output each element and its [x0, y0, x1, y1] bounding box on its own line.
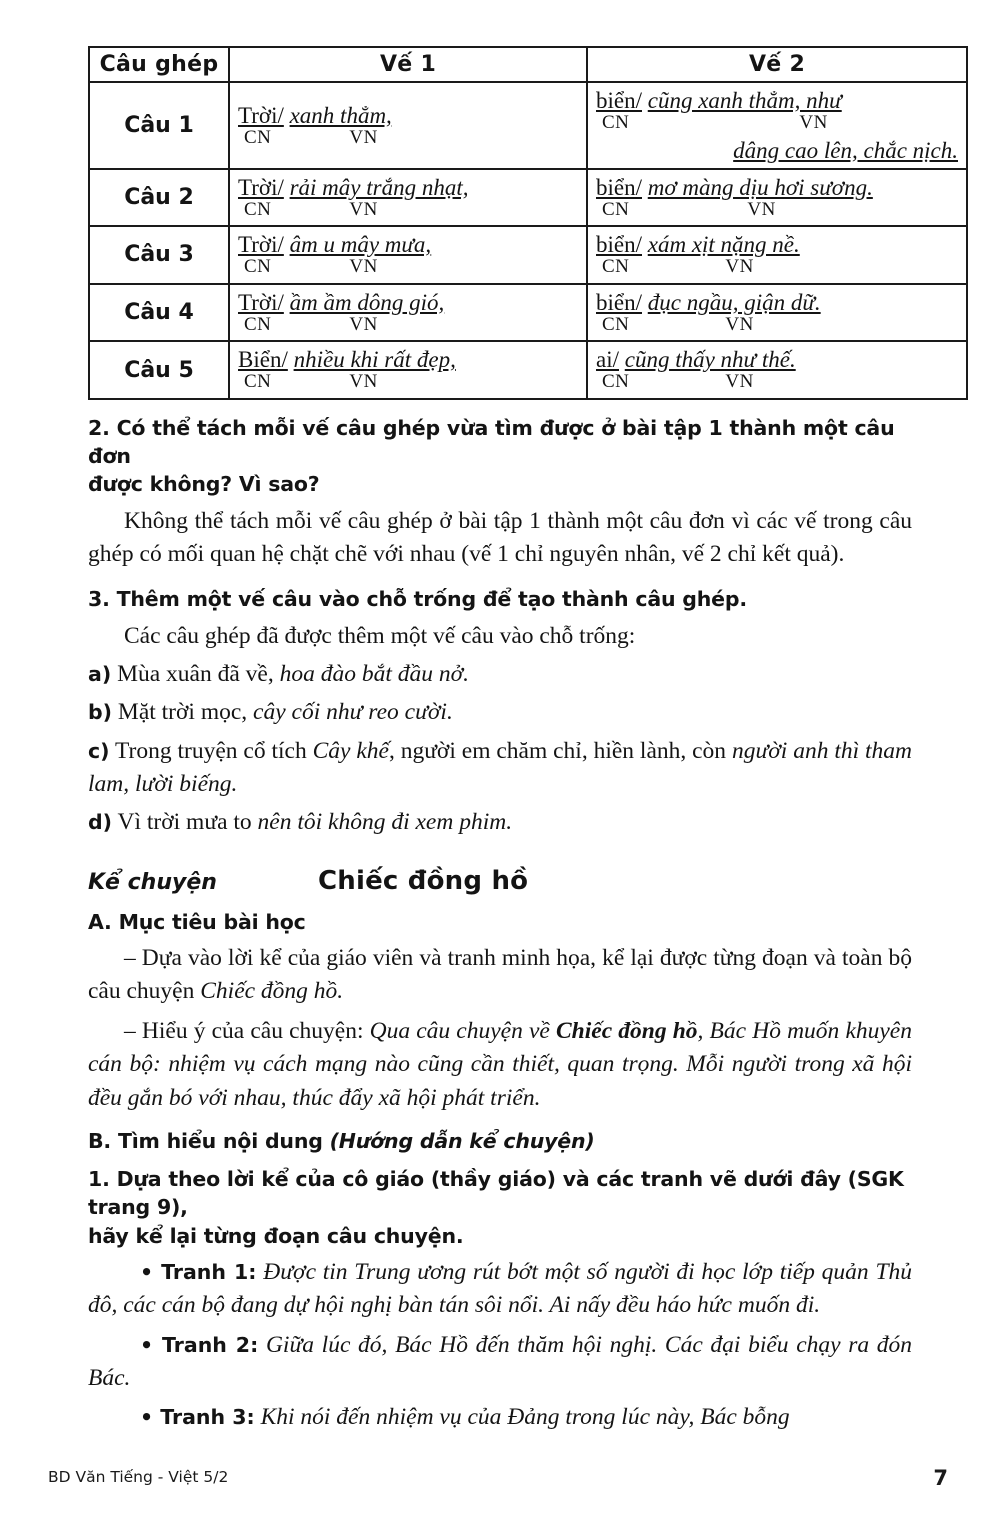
tag-cn: CN	[602, 198, 630, 220]
row-ve1	[229, 82, 587, 169]
table-header-ve-1: Vế 1	[229, 47, 587, 82]
item-italic: nên tôi không đi xem phim.	[257, 809, 513, 836]
tag-cn: CN	[244, 126, 272, 148]
subject-text: Trời/	[238, 232, 284, 258]
tag-cn: CN	[602, 371, 630, 393]
tag-cn: CN	[244, 313, 272, 335]
predicate-continuation: dâng cao lên, chắc nịch.	[733, 137, 958, 163]
question-3: 3. Thêm một vế câu vào chỗ trống để tạo thành câu ghép.	[88, 587, 747, 612]
item-label: c)	[88, 738, 110, 763]
subject-text: biển/	[596, 232, 642, 258]
item-plain-2: , người em chăm chỉ, hiền lành, còn	[388, 737, 727, 764]
item-italic: cây cối như reo cười.	[253, 699, 453, 726]
tag-vn: VN	[349, 198, 378, 220]
predicate-text: âm u mây mưa,	[289, 232, 432, 258]
row-ve2	[587, 226, 967, 284]
objective-1-title: Chiếc đồng hồ.	[200, 978, 344, 1005]
objective-2-prefix: – Hiểu ý của câu chuyện:	[124, 1017, 364, 1044]
subject-text: biển/	[596, 88, 642, 113]
picture-label: • Tranh 1:	[140, 1259, 257, 1284]
tag-cn: CN	[602, 112, 630, 134]
picture-label: • Tranh 3:	[140, 1405, 255, 1430]
subject-text: Trời/	[238, 102, 284, 128]
item-label: b)	[88, 700, 113, 725]
answer-2: Không thể tách mỗi vế câu ghép ở bài tập 1 thành một câu đơn vì các vế trong câu ghép có mối quan hệ chặt chẽ với nhau (vế 1 chỉ nguyên nhân, vế 2 chỉ kết quả).	[88, 507, 912, 567]
predicate-text: xanh thẳm,	[289, 102, 392, 128]
tag-cn: CN	[602, 313, 630, 335]
picture-item-2	[88, 1329, 912, 1396]
subject-text: biển/	[596, 289, 642, 315]
predicate-text: xám xịt nặng nề.	[647, 232, 800, 258]
answer-3-intro: Các câu ghép đã được thêm một vế câu vào chỗ trống:	[124, 622, 636, 649]
heading-a: A. Mục tiêu bài học	[88, 909, 306, 934]
picture-text: Được tin Trung ương rút bớt một số người đi học lớp tiếp quản Thủ đô, các cán bộ đang dự hội nghị bàn tán sôi nổi. Ai nấy đều háo hức muốn đi.	[88, 1258, 913, 1319]
objective-2-italic-2: , Bác Hồ muốn khuyên cán bộ: nhiệm vụ cách mạng nào cũng cần thiết, quan trọng. Mỗi người trong xã hội đều gắn bó với nhau, thúc đẩy xã hội phát triển.	[88, 1017, 912, 1111]
predicate-text: rải mây trắng nhạt,	[289, 174, 469, 200]
clause-analysis-table	[88, 46, 968, 400]
item-plain: Trong truyện cổ tích	[115, 737, 307, 764]
question-2-line-2: được không? Vì sao?	[88, 472, 320, 497]
row-label: Câu 3	[89, 226, 229, 284]
predicate-text: cũng thấy như thế.	[624, 347, 796, 373]
table-header-row	[89, 47, 967, 82]
tag-cn: CN	[244, 256, 272, 278]
table-row	[89, 341, 967, 399]
objective-2-italic-1: Qua câu chuyện về	[369, 1017, 550, 1044]
picture-label: • Tranh 2:	[140, 1332, 259, 1357]
item-label: d)	[88, 810, 113, 835]
row-ve2	[587, 169, 967, 227]
row-ve1	[229, 226, 587, 284]
tag-cn: CN	[244, 371, 272, 393]
item-italic-mid: Cây khế	[312, 737, 389, 764]
subject-text: Trời/	[238, 289, 284, 315]
subject-text: Biển/	[238, 347, 288, 373]
row-ve1	[229, 169, 587, 227]
row-ve2	[587, 284, 967, 342]
tag-vn: VN	[725, 256, 754, 278]
table-row	[89, 284, 967, 342]
story-section-header	[88, 866, 912, 896]
objective-2-bold-title: Chiếc đồng hồ	[555, 1017, 698, 1044]
picture-item-3	[88, 1401, 912, 1434]
row-ve1	[229, 284, 587, 342]
heading-b-italic: (Hướng dẫn kể chuyện)	[329, 1128, 595, 1153]
answer-item-a	[88, 658, 912, 691]
row-ve2	[587, 341, 967, 399]
table-row	[89, 226, 967, 284]
predicate-text: đục ngầu, giận dữ.	[647, 289, 821, 315]
task-1-line-1: 1. Dựa theo lời kể của cô giáo (thầy giáo) và các tranh vẽ dưới đây (SGK trang 9),	[88, 1167, 904, 1220]
row-ve2	[587, 82, 967, 169]
tag-cn: CN	[602, 256, 630, 278]
predicate-text: cũng xanh thẳm, như	[647, 88, 842, 113]
row-label: Câu 5	[89, 341, 229, 399]
heading-b	[88, 1127, 912, 1155]
picture-item-1	[88, 1256, 912, 1323]
item-plain: Vì trời mưa to	[117, 809, 252, 836]
table-row	[89, 169, 967, 227]
answer-item-c	[88, 735, 912, 802]
story-title: Chiếc đồng hồ	[318, 865, 529, 896]
page-number: 7	[933, 1466, 948, 1490]
picture-text: Khi nói đến nhiệm vụ của Đảng trong lúc này, Bác bỗng	[260, 1404, 790, 1431]
heading-b-plain: B. Tìm hiểu nội dung	[88, 1128, 323, 1153]
answer-item-d	[88, 806, 912, 839]
row-label: Câu 4	[89, 284, 229, 342]
item-plain: Mặt trời mọc,	[117, 699, 248, 726]
subject-text: Trời/	[238, 174, 284, 200]
task-1-line-2: hãy kể lại từng đoạn câu chuyện.	[88, 1223, 464, 1248]
tag-vn: VN	[349, 371, 378, 393]
tag-vn: VN	[349, 313, 378, 335]
predicate-text: ầm ầm dông gió,	[289, 289, 445, 315]
item-italic: hoa đào bắt đầu nở.	[279, 660, 470, 687]
question-2-line-1: 2. Có thể tách mỗi vế câu ghép vừa tìm được ở bài tập 1 thành một câu đơn	[88, 415, 895, 469]
objective-2	[88, 1015, 912, 1115]
row-label: Câu 1	[89, 82, 229, 169]
item-label: a)	[88, 661, 112, 686]
subject-text: biển/	[596, 174, 642, 200]
section-label-ke-chuyen: Kể chuyện	[88, 869, 217, 895]
item-italic: người anh thì tham lam, lười biếng.	[88, 737, 913, 798]
objective-1	[88, 942, 912, 1009]
question-2	[88, 414, 912, 499]
footer-book-title: BD Văn Tiếng - Việt 5/2	[48, 1468, 229, 1486]
page-content	[88, 46, 958, 1435]
objective-1-text: – Dựa vào lời kể của giáo viên và tranh minh họa, kể lại được từng đoạn và toàn bộ câu chuyện	[88, 945, 912, 1005]
predicate-text: mơ màng dịu hơi sương.	[647, 174, 873, 200]
tag-vn: VN	[349, 256, 378, 278]
tag-vn: VN	[349, 126, 378, 148]
task-1	[88, 1165, 912, 1250]
tag-vn: VN	[747, 198, 776, 220]
table-header-cau-ghep: Câu ghép	[89, 47, 229, 82]
tag-vn: VN	[725, 313, 754, 335]
picture-text: Giữa lúc đó, Bác Hồ đến thăm hội nghị. Các đại biểu chạy ra đón Bác.	[88, 1331, 913, 1392]
predicate-text: nhiều khi rất đẹp,	[293, 347, 456, 373]
table-header-ve-2: Vế 2	[587, 47, 967, 82]
tag-cn: CN	[244, 198, 272, 220]
subject-text: ai/	[596, 347, 619, 373]
row-label: Câu 2	[89, 169, 229, 227]
answer-item-b	[88, 696, 912, 729]
row-ve1	[229, 341, 587, 399]
item-plain: Mùa xuân đã về,	[117, 660, 274, 687]
table-row	[89, 82, 967, 169]
tag-vn: VN	[799, 112, 828, 134]
tag-vn: VN	[725, 371, 754, 393]
